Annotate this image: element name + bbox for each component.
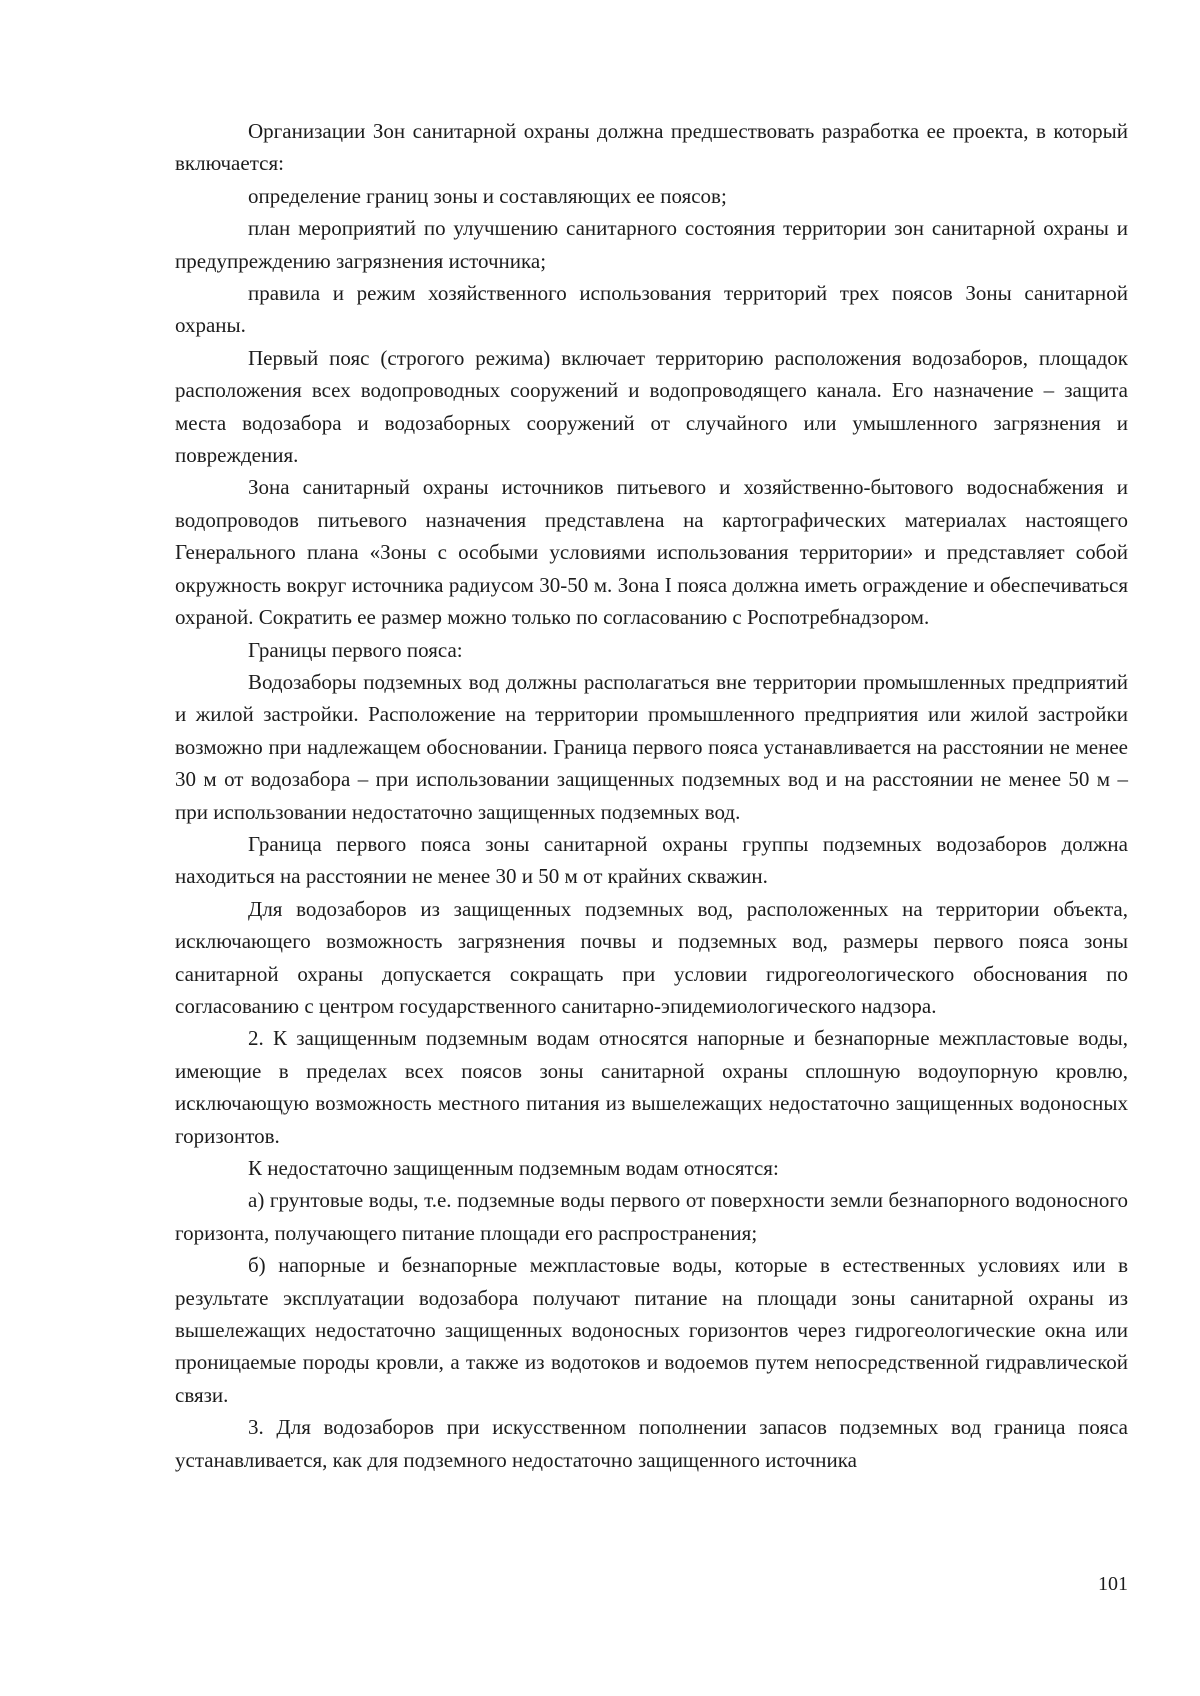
paragraph: а) грунтовые воды, т.е. подземные воды первого от поверхности земли безнапорного водоносного горизонта, получающего питание площади его распространения; [175, 1188, 1128, 1245]
paragraph: Для водозаборов из защищенных подземных вод, расположенных на территории объекта, исключающего возможность загрязнения почвы и подземных вод, размеры первого пояса зоны санитарной охраны допускается сокращать при условии гидрогеологического обоснования по согласованию с центром государственного санитарно-эпидемиологического надзора. [175, 896, 1128, 1018]
paragraph: Граница первого пояса зоны санитарной охраны группы подземных водозаборов должна находиться на расстоянии не менее 30 и 50 м от крайних скважин. [175, 831, 1128, 889]
paragraph: Зона санитарный охраны источников питьевого и хозяйственно-бытового водоснабжения и водопроводов питьевого назначения представлена на картографических материалах настоящего Генерального плана «Зоны с особыми условиями использования территории» и представляет собой окружность вокруг источника радиусом 30-50 м. Зона I пояса должна иметь ограждение и обеспечиваться охраной. Сократить ее размер можно только по согласованию с Роспотребнадзором. [175, 475, 1128, 630]
paragraph: определение границ зоны и составляющих ее поясов; [248, 183, 727, 208]
paragraph: 2. К защищенным подземным водам относятся напорные и безнапорные межпластовые воды, имеющие в пределах всех поясов зоны санитарной охраны сплошную водоупорную кровлю, исключающую возможность местного питания из вышележащих недостаточно защищенных водоносных горизонтов. [175, 1026, 1128, 1148]
paragraph: К недостаточно защищенным подземным водам относятся: [248, 1156, 779, 1180]
paragraph: Организации Зон санитарной охраны должна предшествовать разработка ее проекта, в который включается: [175, 119, 1128, 176]
paragraph: Первый пояс (строгого режима) включает территорию расположения водозаборов, площадок расположения всех водопроводных сооружений и водопроводящего канала. Его назначение – защита места водозабора и водозаборных сооружений от случайного или умышленного загрязнения и повреждения. [175, 345, 1128, 468]
page-number: 101 [1098, 1573, 1128, 1595]
paragraph: 3. Для водозаборов при искусственном пополнении запасов подземных вод граница пояса устанавливается, как для подземного недостаточно защищенного источника [175, 1415, 1128, 1472]
document-body [175, 115, 1128, 1476]
paragraph: Водозаборы подземных вод должны располагаться вне территории промышленных предприятий и жилой застройки. Расположение на территории промышленного предприятия или жилой застройки возможно при надлежащем обосновании. Граница первого пояса устанавливается на расстоянии не менее 30 м от водозабора – при использовании защищенных подземных вод и на расстоянии не менее 50 м – при использовании недостаточно защищенных подземных вод. [175, 669, 1128, 824]
paragraph: Границы первого пояса: [248, 637, 463, 662]
paragraph: план мероприятий по улучшению санитарного состояния территории зон санитарной охраны и предупреждению загрязнения источника; [175, 216, 1128, 273]
paragraph: правила и режим хозяйственного использования территорий трех поясов Зоны санитарной охраны. [175, 281, 1128, 338]
paragraph: б) напорные и безнапорные межпластовые воды, которые в естественных условиях или в результате эксплуатации водозабора получают питание на площади зоны санитарной охраны из вышележащих недостаточно защищенных водоносных горизонтов через гидрогеологические окна или проницаемые породы кровли, а также из водотоков и водоемов путем непосредственной гидравлической связи. [175, 1253, 1128, 1407]
